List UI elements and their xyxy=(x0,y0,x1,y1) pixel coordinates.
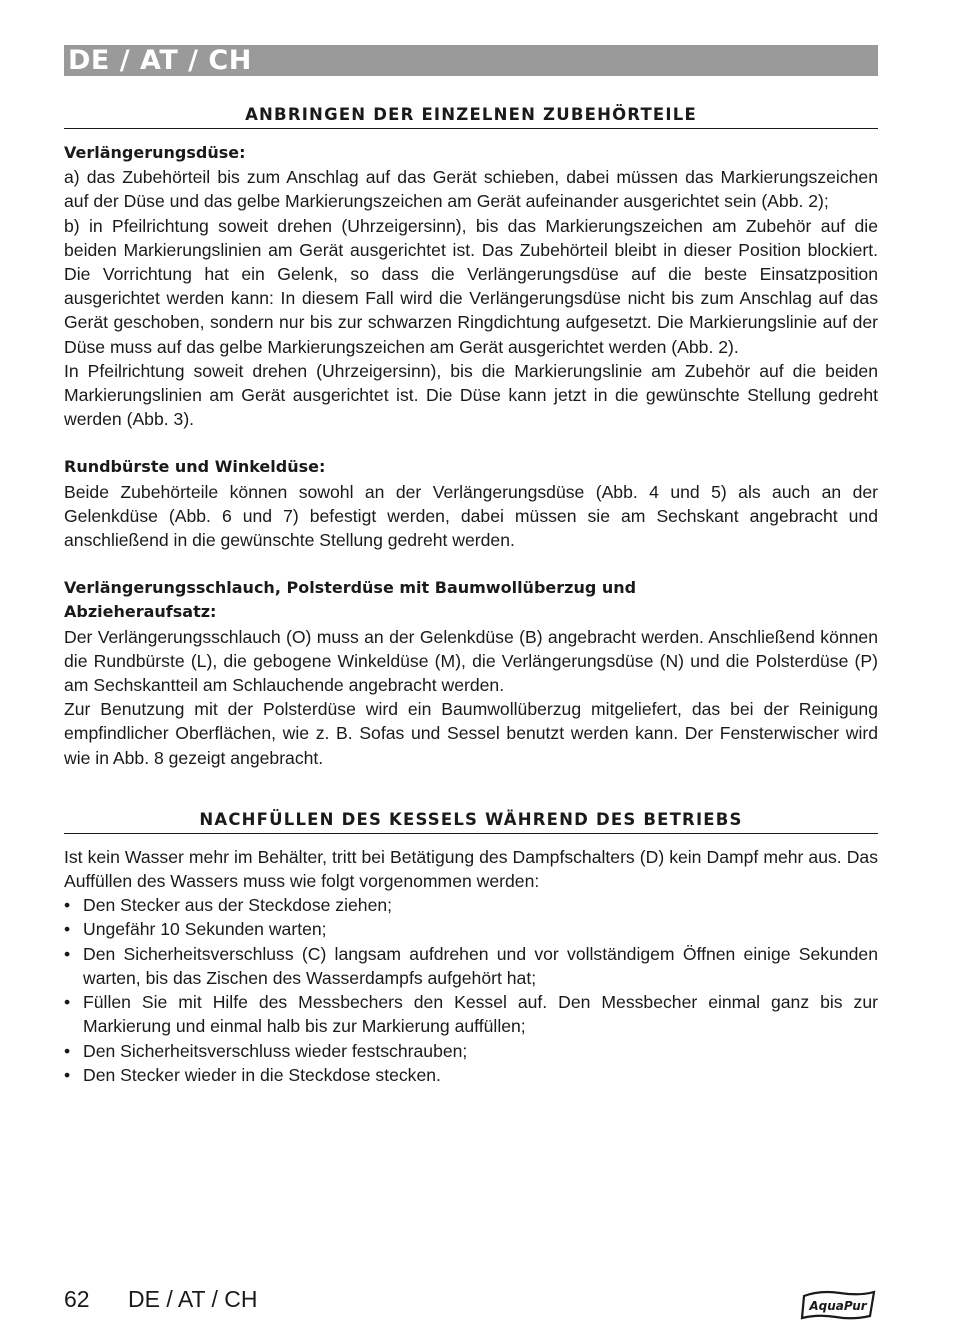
subheading-extension-hose: Verlängerungsschlauch, Polsterdüse mit Baumwollüberzug und xyxy=(64,578,637,598)
list-item: • Den Sicherheitsverschluss (C) langsam aufdrehen und vor vollständigem Öffnen einige Sekunden warten, bis das Zischen des Wasserdampfs aufgehört hat; xyxy=(64,942,878,990)
subheading-extension-nozzle: Verlängerungsdüse: xyxy=(64,143,246,162)
subheading-extension-hose-cont: Abzieheraufsatz: xyxy=(64,602,217,622)
list-item: • Ungefähr 10 Sekunden warten; xyxy=(64,917,878,941)
logo-text: AquaPur xyxy=(809,1299,867,1313)
list-item: • Den Stecker wieder in die Steckdose stecken. xyxy=(64,1063,878,1087)
page-content xyxy=(64,45,878,1087)
section-title-refill-boiler: NACHFÜLLEN DES KESSELS WÄHREND DES BETRIEBS xyxy=(64,810,878,834)
section-body-attach-accessories xyxy=(64,141,878,770)
paragraph: a) das Zubehörteil bis zum Anschlag auf das Gerät schieben, dabei müssen das Markierungszeichen auf der Düse und das gelbe Markierungszeichen am Gerät aufeinander ausgerichtet sein (Abb. 2); xyxy=(64,167,878,212)
subheading-round-brush: Rundbürste und Winkeldüse: xyxy=(64,457,326,477)
paragraph: Der Verlängerungsschlauch (O) muss an der Gelenkdüse (B) angebracht werden. Anschließend können die Rundbürste (L), die gebogene Winkeldüse (M), die Verlängerungsdüse (N) und die Polsterdüse (P) am Sechskantteil am Schlauchende angebracht werden. xyxy=(64,626,878,696)
list-item: • Den Sicherheitsverschluss wieder festschrauben; xyxy=(64,1039,878,1063)
section-title-attach-accessories: ANBRINGEN DER EINZELNEN ZUBEHÖRTEILE xyxy=(64,105,878,129)
page-footer xyxy=(64,1286,878,1326)
footer-language: DE / AT / CH xyxy=(128,1286,258,1312)
list-item: • Den Stecker aus der Steckdose ziehen; xyxy=(64,893,878,917)
list-item: • Füllen Sie mit Hilfe des Messbechers den Kessel auf. Den Messbecher einmal ganz bis zur Markierung und einmal halb bis zur Markierung auffüllen; xyxy=(64,990,878,1038)
paragraph: In Pfeilrichtung soweit drehen (Uhrzeigersinn), bis die Markierungslinie am Zubehör auf die beiden Markierungslinien am Gerät ausgerichtet ist. Die Düse kann jetzt in die gewünschte Stellung gedreht werden (Abb. 3). xyxy=(64,360,878,430)
section-body-refill-boiler xyxy=(64,845,878,1087)
paragraph: Ist kein Wasser mehr im Behälter, tritt bei Betätigung des Dampfschalters (D) kein Dampf mehr aus. Das Auffüllen des Wassers muss wie folgt vorgenommen werden: xyxy=(64,846,878,892)
page-number: 62 xyxy=(64,1286,90,1312)
aquapur-logo xyxy=(800,1288,878,1322)
paragraph: Zur Benutzung mit der Polsterdüse wird ein Baumwollüberzug mitgeliefert, das bei der Reinigung empfindlicher Oberflächen, wie z. B. Sofas und Sessel benutzt werden kann. Der Fensterwischer wird wie in Abb. 8 gezeigt angebracht. xyxy=(64,699,878,768)
paragraph: Beide Zubehörteile können sowohl an der Verlängerungsdüse (Abb. 4 und 5) als auch an der Gelenkdüse (Abb. 6 und 7) befestigt werden, dabei müssen sie am Sechskant angebracht und anschließend in die gewünschte Stellung gedreht werden. xyxy=(64,481,878,551)
bullet-list xyxy=(64,893,878,1087)
language-header-bar: DE / AT / CH xyxy=(64,45,878,76)
paragraph: b) in Pfeilrichtung soweit drehen (Uhrzeigersinn), bis das Markierungszeichen am Zubehör auf die beiden Markierungslinien am Gerät ausgerichtet ist. Das Zubehörteil bleibt in dieser Position blockiert. Die Vorrichtung hat ein Gelenk, so dass die Verlängerungsdüse auf die beste Einsatzposition ausgerichtet werden kann: In diesem Fall wird die Verlängerungsdüse nicht bis zum Anschlag auf das Gerät geschoben, sondern nur bis zur schwarzen Ringdichtung aufgesetzt. Die Markierungslinie auf der Düse muss auf das gelbe Markierungszeichen am Gerät ausgerichtet werden (Abb. 2). xyxy=(64,215,878,357)
